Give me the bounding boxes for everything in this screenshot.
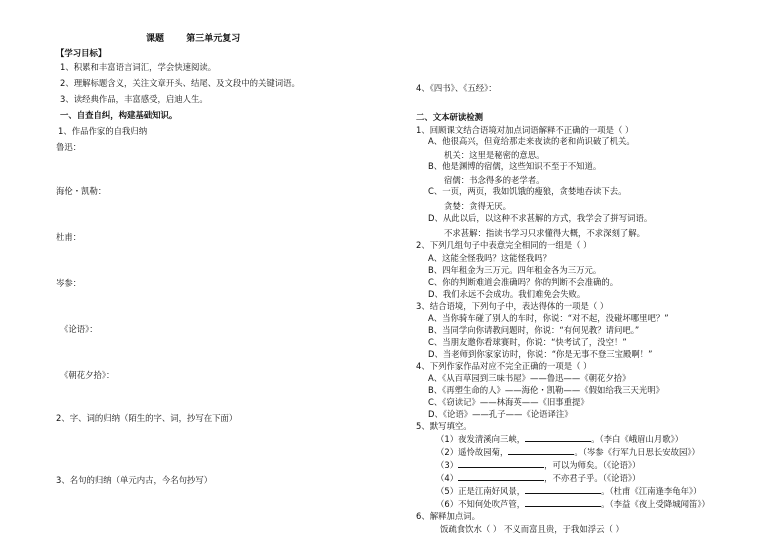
title-text: 第三单元复习 — [186, 34, 241, 44]
section-heading-1: 一、自查自纠，构建基础知识。 — [60, 110, 178, 120]
author-censhen: 岑参： — [56, 278, 82, 288]
goals-heading: 【学习目标】 — [56, 48, 107, 58]
question-4: 4、下列作家作品对应不完全正确的一项是（ ） — [416, 361, 592, 371]
question-1: 1、回顾课文结合语境对加点词语解释不正确的一项是（ ） — [416, 125, 634, 135]
option: C、你的判断难道会准确吗？你的判断不会准确的。 — [428, 277, 619, 287]
option: B、四年租金为三万元。四年租金各为三万元。 — [428, 265, 602, 275]
option-note: 宿儒：书念得多的老学者。 — [444, 175, 545, 185]
question-6-line: 饭疏食饮水（ ） 不义而富且贵，于我如浮云（ ） — [440, 524, 624, 534]
fill-line — [436, 498, 710, 510]
fill-line — [436, 446, 700, 458]
answer-blank[interactable] — [525, 485, 601, 494]
fill-prefix: （3） — [436, 460, 459, 470]
title-label: 课题 — [146, 34, 165, 44]
fill-line — [436, 433, 683, 445]
option: A、当你骑车碰了别人的车时，你说：“对不起，没碰坏哪里吧？” — [428, 313, 669, 323]
book-zhaohuaxishi: 《朝花夕拾》： — [60, 370, 115, 380]
fill-suffix: 。（李益《夜上受降城闻笛》） — [601, 499, 710, 509]
option: B、《再塑生命的人》——海伦・凯勒——《假如给我三天光明》 — [428, 385, 665, 395]
option: B、当同学向你请教问题时，你说：“有何见教？请问吧。” — [428, 325, 640, 335]
fill-line — [436, 485, 702, 497]
question-3: 3、结合语境，下列句子中，表达得体的一项是（ ） — [416, 301, 609, 311]
option: D、《论语》——孔子——《论语译注》 — [428, 409, 573, 419]
option-note: 机关：这里是秘密的意思。 — [444, 150, 545, 160]
author-dufu: 杜甫： — [56, 232, 82, 242]
fill-suffix: ，不亦君子乎。（《论语》） — [544, 473, 641, 483]
fill-suffix: ，可以为师矣。（《论语》） — [544, 460, 641, 470]
option: B、他是渊博的宿儒，这些知识不至于不知道。 — [428, 161, 602, 171]
item-4-four-books: 4、《四书》、《五经》： — [416, 83, 497, 93]
author-luxun: 鲁迅： — [56, 142, 82, 152]
fill-prefix: （4） — [436, 473, 459, 483]
book-lunyu: 《论语》： — [60, 324, 98, 334]
fill-prefix: （6）不知何处吹芦管， — [436, 499, 526, 509]
answer-blank[interactable] — [458, 459, 544, 468]
fill-suffix: 。（杜甫《江南逢李龟年》） — [601, 486, 702, 496]
question-3-title: 3、名句的归纳（单元内古，今名句抄写） — [56, 475, 213, 485]
option: C、《窃读记》——林海英——《旧事重提》 — [428, 397, 589, 407]
fill-prefix: （1）夜发清溪向三峡， — [436, 434, 526, 444]
fill-line — [436, 472, 640, 484]
answer-blank[interactable] — [508, 446, 574, 455]
fill-suffix: 。（李白《峨眉山月歌》） — [591, 434, 684, 444]
question-6: 6、解释加点词。 — [416, 511, 480, 521]
option-note: 贪婪：贪得无厌。 — [444, 201, 511, 211]
page-title — [146, 34, 240, 45]
question-2-title: 2、字、词的归纳（陌生的字、词，抄写在下面） — [56, 413, 238, 423]
option: A、这能全怪我吗？这能怪我吗？ — [428, 253, 551, 263]
option: C、当朋友邀你看球赛时，你说：“快考试了，没空！” — [428, 337, 627, 347]
fill-line — [436, 459, 640, 471]
goal-item: 3、读经典作品，丰富感受，启迪人生。 — [60, 94, 208, 104]
goal-item: 2、理解标题含义，关注文章开头、结尾、及文段中的关键词语。 — [60, 78, 300, 88]
answer-blank[interactable] — [525, 433, 591, 442]
fill-prefix: （2）遥怜故园菊， — [436, 447, 509, 457]
fill-suffix: 。（岑参《行军九日思长安故园》） — [574, 447, 700, 457]
question-2: 2、下列几组句子中表意完全相同的一组是（ ） — [416, 240, 592, 250]
option: D、当老师到你家家访时，你说：“你是无事不登三宝殿啊！” — [428, 349, 653, 359]
option: A、《从百草园到三味书屋》——鲁迅——《朝花夕拾》 — [428, 373, 631, 383]
option: D、我们永远不会成功。我们难免会失败。 — [428, 289, 586, 299]
option: C、一页，两页，我如饥饿的瘦狼，贪婪地吞读下去。 — [428, 186, 627, 196]
fill-prefix: （5）正是江南好风景， — [436, 486, 526, 496]
author-helen-keller: 海伦・凯勒： — [56, 186, 107, 196]
option: D、从此以后，以这种不求甚解的方式，我学会了拼写词语。 — [428, 213, 653, 223]
goal-item: 1、积累和丰富语言词汇，学会快速阅读。 — [60, 62, 217, 72]
option-note: 不求甚解：指读书学习只求懂得大概，不求深刻了解。 — [444, 228, 645, 238]
answer-blank[interactable] — [458, 472, 544, 481]
answer-blank[interactable] — [525, 498, 601, 507]
question-5: 5、默写填空。 — [416, 421, 472, 431]
section-heading-2: 二、文本研读检测 — [416, 112, 483, 122]
question-1-title: 1、作品作家的自我归纳 — [58, 126, 148, 136]
option: A、他很高兴，但竟给那走来夜读的老和尚识破了机关。 — [428, 136, 635, 146]
